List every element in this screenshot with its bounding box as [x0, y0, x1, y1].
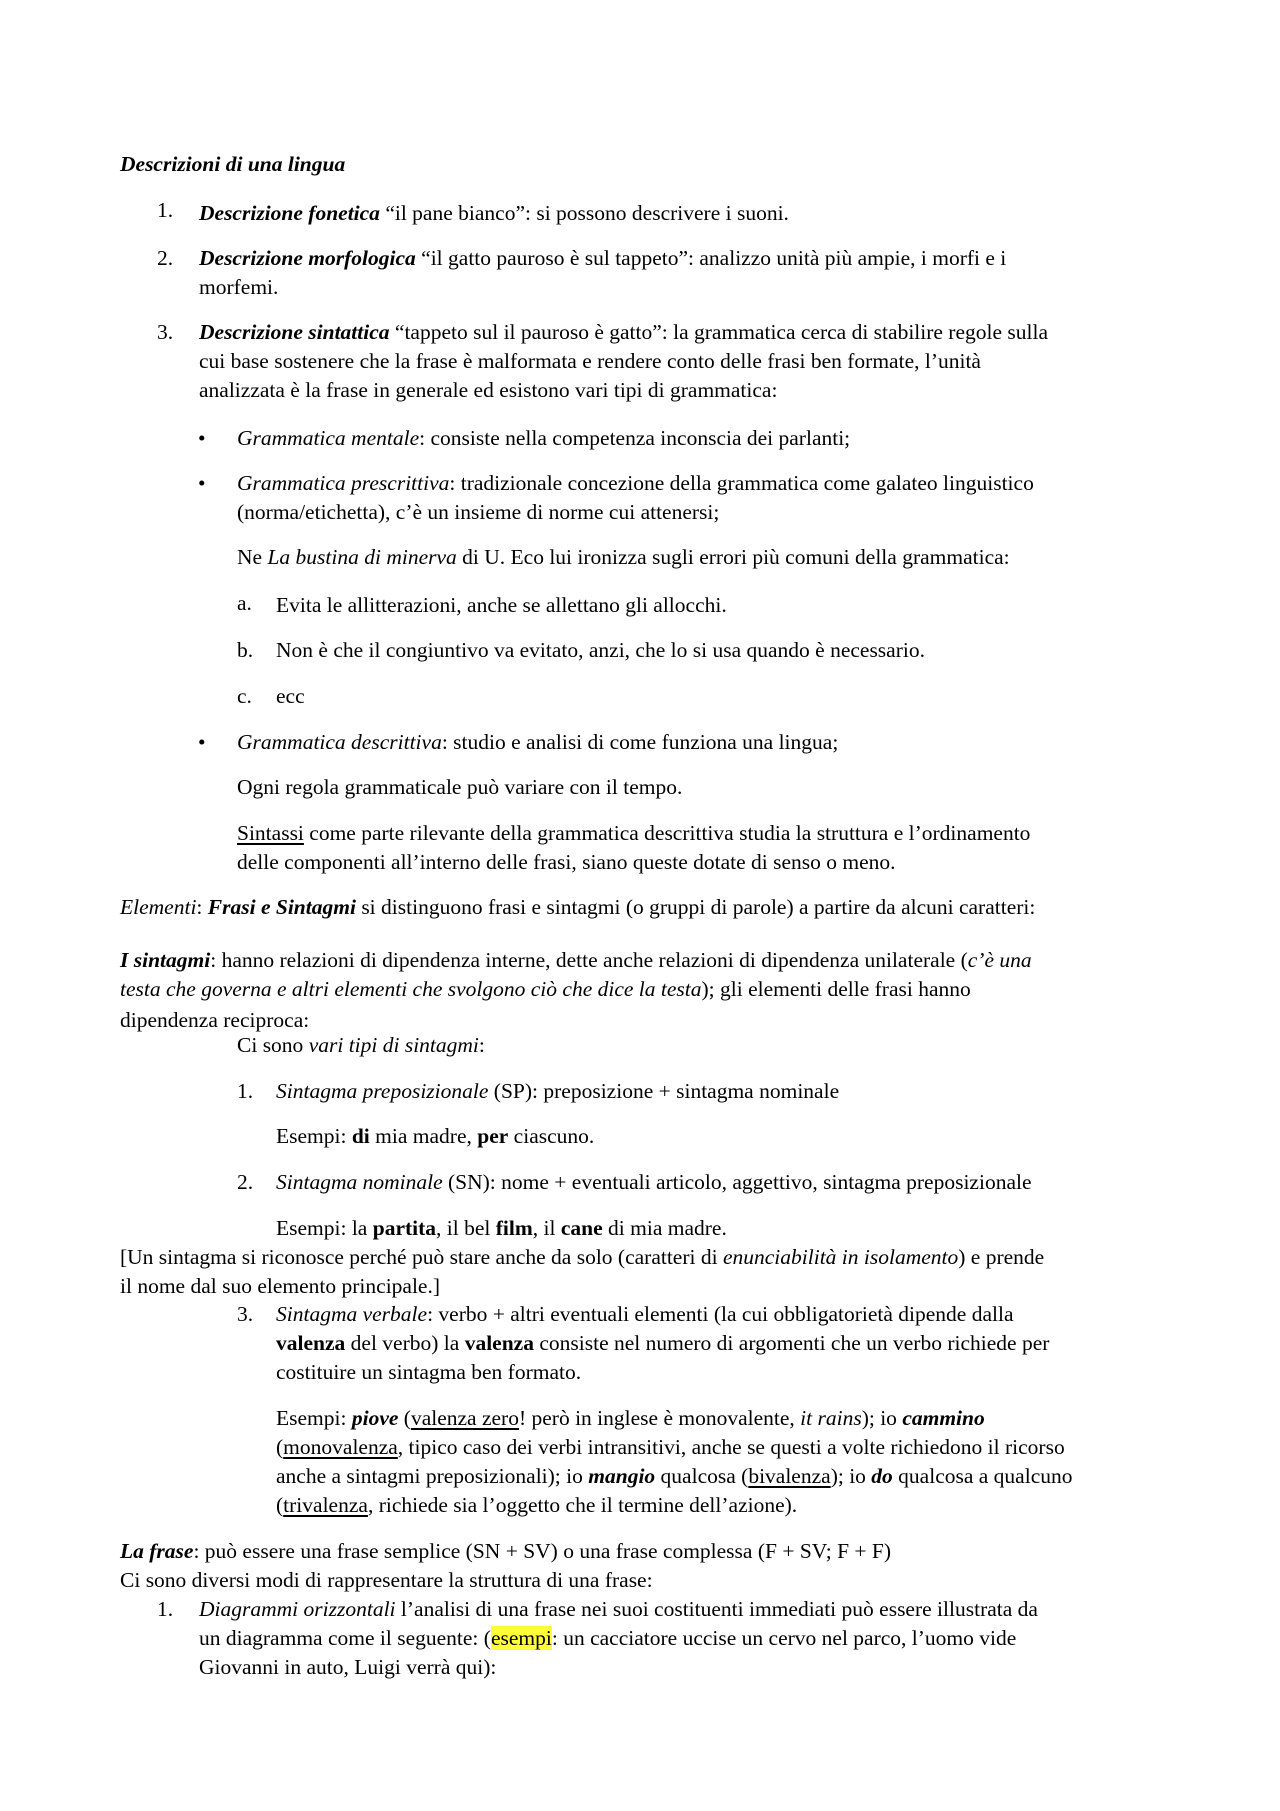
sintassi-paragraph: Sintassi come parte rilevante della grammatica descrittiva studia la struttura e l’ordinamento: [237, 821, 1031, 845]
list-item-continued: cui base sostenere che la frase è malformata e rendere conto delle frasi ben formate, l’unità: [199, 349, 981, 373]
sub-list-item: Evita le allitterazioni, anche se allettano gli allocchi.: [276, 593, 727, 617]
sintagmi-paragraph-continued: dipendenza reciproca:: [120, 1008, 310, 1032]
highlighted-text: esempi: [490, 1626, 552, 1650]
diagram-item-continued: un diagramma come il seguente: (esempi: un cacciatore uccise un cervo nel parco, l’uomo vide: [199, 1626, 1017, 1650]
example-line-continued: (monovalenza, tipico caso dei verbi intransitivi, anche se questi a volte richiedono il ricorso: [276, 1435, 1065, 1459]
list-number: 3.: [237, 1302, 254, 1326]
sub-list-item: ecc: [276, 684, 305, 708]
sintagma-item-continued: valenza del verbo) la valenza consiste nel numero di argomenti che un verbo richiede per: [276, 1331, 1050, 1355]
sintagmi-paragraph-continued: testa che governa e altri elementi che svolgono ciò che dice la testa); gli elementi delle frasi hanno: [120, 977, 971, 1001]
frase-paragraph-continued: Ci sono diversi modi di rappresentare la struttura di una frase:: [120, 1568, 653, 1592]
example-line: Esempi: la partita, il bel film, il cane di mia madre.: [276, 1216, 727, 1240]
sintagma-item-continued: costituire un sintagma ben formato.: [276, 1360, 582, 1384]
sintassi-paragraph-continued: delle componenti all’interno delle frasi, siano queste dotate di senso o meno.: [237, 850, 896, 874]
example-line-continued: anche a sintagmi preposizionali); io mangio qualcosa (bivalenza); io do qualcosa a qualcuno: [276, 1464, 1073, 1488]
frase-paragraph: La frase: può essere una frase semplice (SN + SV) o una frase complessa (F + SV; F + F): [120, 1539, 892, 1563]
eco-paragraph: Ne La bustina di minerva di U. Eco lui ironizza sugli errori più comuni della grammatica:: [237, 545, 1010, 569]
diagram-item-continued: Giovanni in auto, Luigi verrà qui):: [199, 1655, 497, 1679]
sintagma-item: Sintagma nominale (SN): nome + eventuali articolo, aggettivo, sintagma preposizionale: [276, 1170, 1032, 1194]
note-paragraph-continued: il nome dal suo elemento principale.]: [120, 1274, 441, 1298]
list-number: 1.: [237, 1079, 254, 1103]
bullet-item: Grammatica descrittiva: studio e analisi di come funziona una lingua;: [237, 730, 839, 754]
list-letter: a.: [237, 591, 252, 615]
list-item: Descrizione morfologica “il gatto pauroso è sul tappeto”: analizzo unità più ampie, i morfi e i: [199, 246, 1007, 270]
list-number: 2.: [237, 1170, 254, 1194]
bullet-icon: •: [198, 426, 206, 450]
list-item: Descrizione fonetica “il pane bianco”: si possono descrivere i suoni.: [199, 201, 789, 225]
sub-list-item: Non è che il congiuntivo va evitato, anzi, che lo si usa quando è necessario.: [276, 638, 925, 662]
list-letter: c.: [237, 684, 252, 708]
list-number: 1.: [157, 1597, 174, 1621]
bullet-item-continued: (norma/etichetta), c’è un insieme di norme cui attenersi;: [237, 500, 720, 524]
bullet-item: Grammatica mentale: consiste nella competenza inconscia dei parlanti;: [237, 426, 851, 450]
list-item-continued: analizzata è la frase in generale ed esistono vari tipi di grammatica:: [199, 378, 778, 402]
sintagmi-paragraph: I sintagmi: hanno relazioni di dipendenza interne, dette anche relazioni di dipendenza unilaterale (c’è una: [120, 948, 1032, 972]
list-letter: b.: [237, 638, 254, 662]
list-number: 3.: [157, 320, 174, 344]
rule-paragraph: Ogni regola grammaticale può variare con il tempo.: [237, 775, 683, 799]
sintagma-item: Sintagma verbale: verbo + altri eventuali elementi (la cui obbligatorietà dipende dalla: [276, 1302, 1014, 1326]
bullet-icon: •: [198, 471, 206, 495]
example-line: Esempi: di mia madre, per ciascuno.: [276, 1124, 595, 1148]
elementi-paragraph: Elementi: Frasi e Sintagmi si distinguono frasi e sintagmi (o gruppi di parole) a partire da alcuni caratteri:: [120, 895, 1036, 919]
list-number: 1.: [157, 198, 174, 222]
list-item-continued: morfemi.: [199, 275, 279, 299]
tipi-paragraph: Ci sono vari tipi di sintagmi:: [237, 1033, 485, 1057]
example-line-continued: (trivalenza, richiede sia l’oggetto che il termine dell’azione).: [276, 1493, 798, 1517]
page-title: Descrizioni di una lingua: [120, 152, 346, 176]
bullet-item: Grammatica prescrittiva: tradizionale concezione della grammatica come galateo linguistico: [237, 471, 1034, 495]
note-paragraph: [Un sintagma si riconosce perché può stare anche da solo (caratteri di enunciabilità in isolamento) e prende: [120, 1245, 1045, 1269]
diagram-item: Diagrammi orizzontali l’analisi di una frase nei suoi costituenti immediati può essere illustrata da: [199, 1597, 1038, 1621]
list-number: 2.: [157, 246, 174, 270]
bullet-icon: •: [198, 730, 206, 754]
list-item: Descrizione sintattica “tappeto sul il pauroso è gatto”: la grammatica cerca di stabilire regole sulla: [199, 320, 1049, 344]
example-line: Esempi: piove (valenza zero! però in inglese è monovalente, it rains); io cammino: [276, 1406, 985, 1430]
sintagma-item: Sintagma preposizionale (SP): preposizione + sintagma nominale: [276, 1079, 840, 1103]
